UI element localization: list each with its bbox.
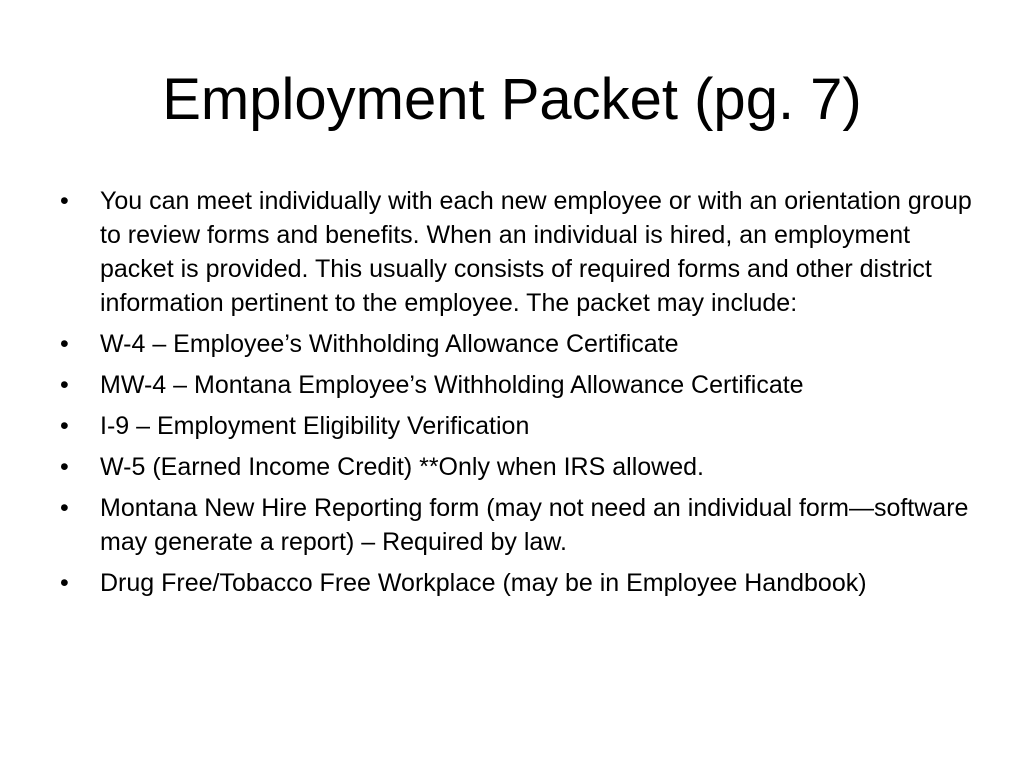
bullet-glyph: • [60, 187, 69, 215]
bullet-item [56, 450, 976, 484]
bullet-glyph: • [60, 453, 69, 481]
bullet-item [56, 184, 976, 320]
bullet-item [56, 327, 976, 361]
bullet-glyph: • [60, 494, 69, 522]
bullet-glyph: • [60, 569, 69, 597]
bullet-glyph: • [60, 330, 69, 358]
bullet-glyph: • [60, 371, 69, 399]
bullet-text: W-4 – Employee’s Withholding Allowance Certificate [100, 330, 679, 358]
bullet-text: Drug Free/Tobacco Free Workplace (may be in Employee Handbook) [100, 569, 867, 597]
bullet-item [56, 566, 976, 600]
slide-title: Employment Packet (pg. 7) [162, 67, 862, 132]
bullet-item [56, 491, 976, 559]
bullet-text: Montana New Hire Reporting form (may not need an individual form—software may generate a report) – Required by law. [100, 494, 969, 556]
bullet-list [56, 184, 976, 607]
bullet-text: MW-4 – Montana Employee’s Withholding Allowance Certificate [100, 371, 804, 399]
bullet-text: You can meet individually with each new employee or with an orientation group to review forms and benefits. When an individual is hired, an employment packet is provided. This usually consists of required forms and other district information pertinent to the employee. The packet may include: [100, 187, 972, 317]
bullet-text: W-5 (Earned Income Credit) **Only when IRS allowed. [100, 453, 704, 481]
bullet-glyph: • [60, 412, 69, 440]
bullet-text: I-9 – Employment Eligibility Verification [100, 412, 530, 440]
bullet-item [56, 409, 976, 443]
bullet-item [56, 368, 976, 402]
